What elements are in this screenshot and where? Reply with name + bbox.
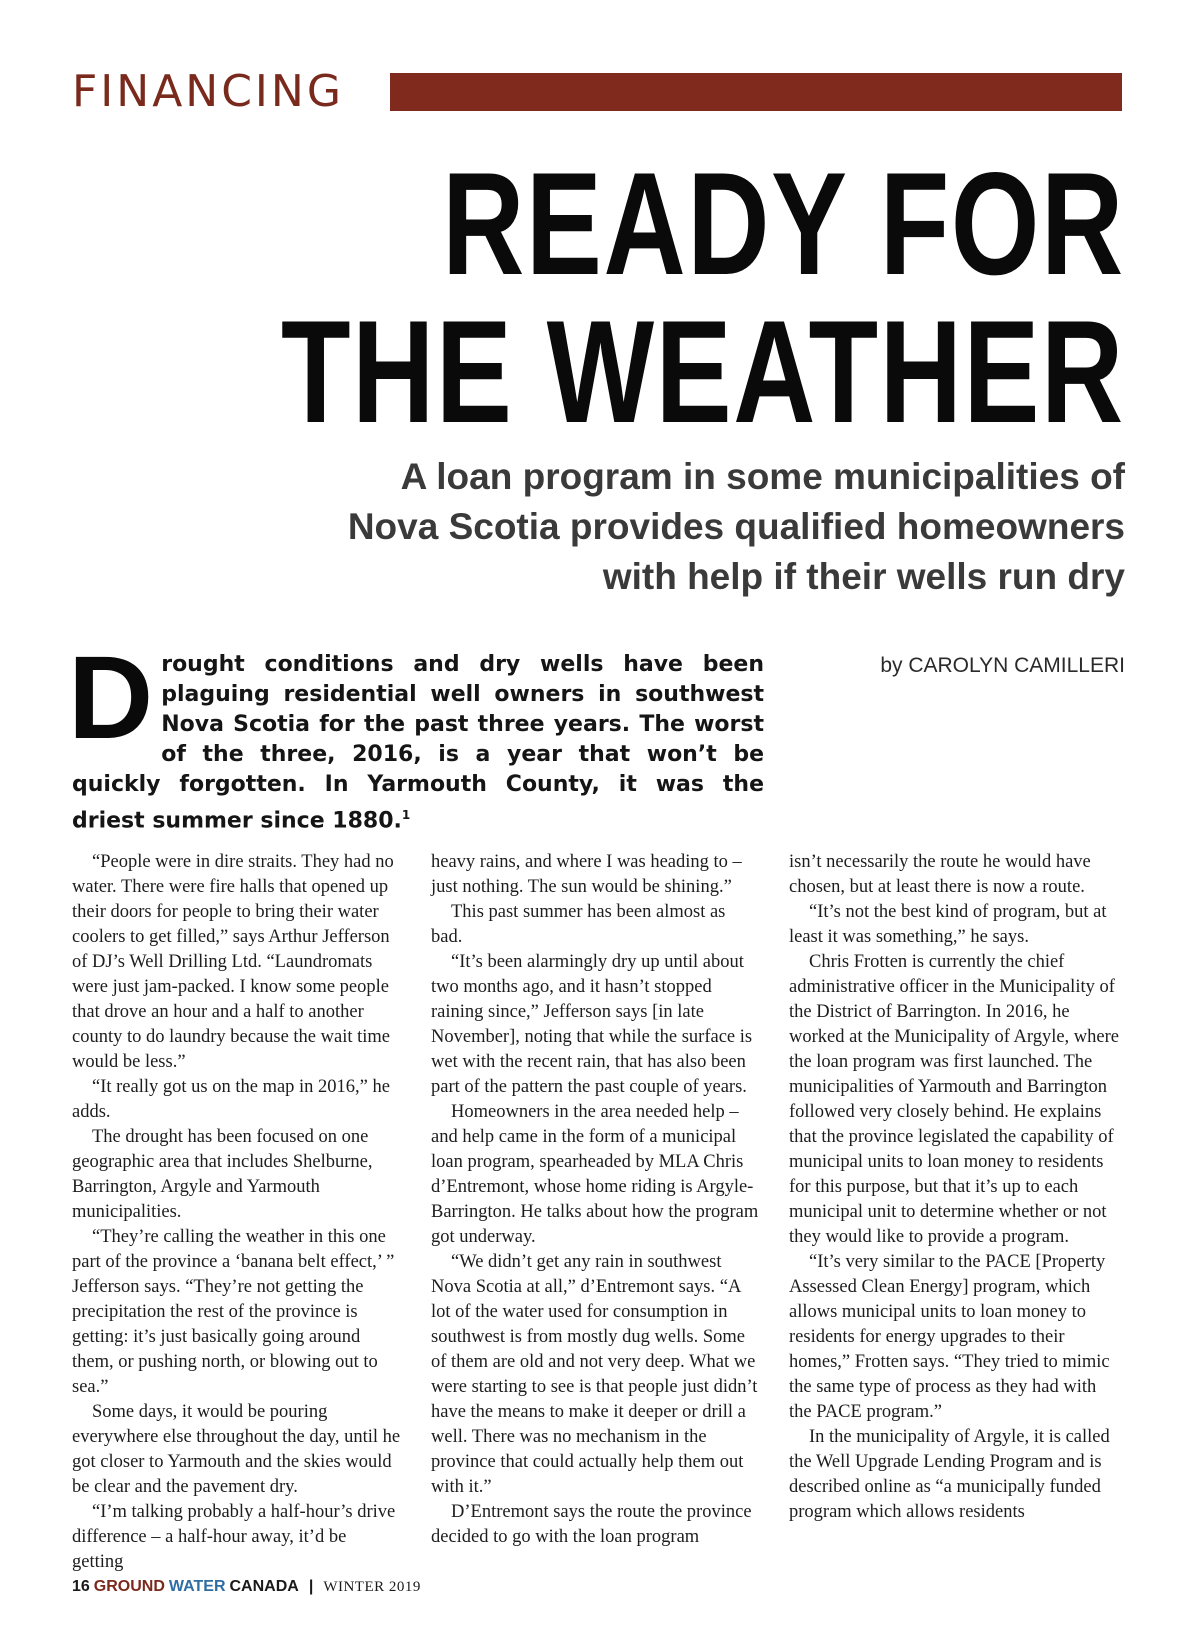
body-paragraph: Chris Frotten is currently the chief administrative officer in the Municipality of the District of Barrington. In 2016, he worked at the Municipality of Argyle, where the loan program was first launched. The municipalities of Yarmouth and Barrington followed very closely behind. He explains that the province legislated the capability of municipal units to loan money to residents for this purpose, but that it’s up to each municipal unit to determine whether or not they would like to provide a program.: [789, 952, 1120, 1247]
magazine-name-ground: GROUND: [93, 1578, 165, 1595]
section-label: FINANCING: [72, 66, 344, 117]
body-paragraph: Some days, it would be pouring everywhere else throughout the day, until he got closer to Yarmouth and the skies would be clear and the pavement dry.: [72, 1402, 401, 1497]
author-byline: by CAROLYN CAMILLERI: [880, 654, 1125, 677]
section-divider-bar: [390, 73, 1122, 111]
headline-line-1: READY FOR: [442, 142, 1126, 305]
body-paragraph: Homeowners in the area needed help – and help came in the form of a municipal loan program, spearheaded by MLA Chris d’Entremont, whose home riding is Argyle-Barrington. He talks about how the program got underway.: [431, 1102, 759, 1247]
headline-line-2: THE WEATHER: [281, 290, 1125, 453]
body-paragraph: “We didn’t get any rain in southwest Nova Scotia at all,” d’Entremont says. “A lot of the water used for consumption in southwest is from mostly dug wells. Some of them are old and not very deep. What we were starting to see is that people just didn’t have the means to make it deeper or drill a well. There was no mechanism in the province that could actually help them out with it.”: [431, 1252, 758, 1497]
body-paragraph: This past summer has been almost as bad.: [431, 902, 726, 947]
drop-cap: D: [68, 632, 154, 764]
body-paragraph: heavy rains, and where I was heading to – just nothing. The sun would be shining.”: [431, 852, 742, 897]
deck-line-1: A loan program in some municipalities of: [400, 456, 1125, 497]
magazine-name-water: WATER: [168, 1578, 226, 1595]
body-paragraph: “They’re calling the weather in this one part of the province a ‘banana belt effect,’ ” Jefferson says. “They’re not getting the precipitation the rest of the province is getting: it’s just basically going around them, or pushing north, or blowing out to sea.”: [72, 1227, 395, 1397]
page-footer: [72, 1578, 421, 1596]
body-paragraph: The drought has been focused on one geographic area that includes Shelburne, Barrington, Argyle and Yarmouth municipalities.: [72, 1127, 373, 1222]
body-paragraph: isn’t necessarily the route he would have chosen, but at least there is now a route.: [789, 852, 1091, 897]
body-paragraph: “It really got us on the map in 2016,” he adds.: [72, 1077, 390, 1122]
section-header: [72, 68, 1122, 116]
body-paragraph: “It’s very similar to the PACE [Property Assessed Clean Energy] program, which allows municipal units to loan money to residents for energy upgrades to their homes,” Frotten says. “They tried to mimic the same type of process as they had with the PACE program.”: [789, 1252, 1110, 1422]
article-subheadline: [225, 452, 1125, 602]
body-paragraph: In the municipality of Argyle, it is called the Well Upgrade Lending Program and is described online as “a municipally funded program which allows residents: [789, 1427, 1110, 1522]
body-paragraph: “It’s been alarmingly dry up until about two months ago, and it hasn’t stopped raining since,” Jefferson says [in late November], noting that while the surface is wet with the recent rain, that has also been part of the pattern the past couple of years.: [431, 952, 753, 1097]
deck-line-3: with help if their wells run dry: [602, 556, 1125, 597]
magazine-name-canada: CANADA: [229, 1578, 299, 1595]
intro-text: rought conditions and dry wells have been plaguing residential well owners in southwest Nova Scotia for the past three years. The worst of the three, 2016, is a year that won’t be quickly forgotten. In Yarmouth County, it was the driest summer since 1880.: [72, 652, 764, 834]
body-column-3: [789, 850, 1119, 1525]
body-paragraph: “People were in dire straits. They had no water. There were fire halls that opened up their doors for people to bring their water coolers to get filled,” says Arthur Jefferson of DJ’s Well Drilling Ltd. “Laundromats were just jam-packed. I know some people that drove an hour and a half to another county to do laundry because the wait time would be less.”: [72, 852, 394, 1072]
issue-date: WINTER 2019: [323, 1579, 421, 1595]
page-number: 16: [72, 1578, 90, 1595]
body-paragraph: D’Entremont says the route the province decided to go with the loan program: [431, 1502, 752, 1547]
article-headline: [281, 142, 1126, 453]
intro-paragraph: [68, 632, 764, 836]
body-paragraph: “I’m talking probably a half-hour’s drive difference – a half-hour away, it’d be getting: [72, 1502, 396, 1572]
deck-line-2: Nova Scotia provides qualified homeowners: [347, 506, 1125, 547]
body-column-1: [72, 850, 402, 1575]
footnote-marker: 1: [401, 808, 411, 822]
footer-separator: |: [308, 1578, 314, 1595]
body-column-2: [431, 850, 761, 1550]
body-paragraph: “It’s not the best kind of program, but at least it was something,” he says.: [789, 902, 1107, 947]
